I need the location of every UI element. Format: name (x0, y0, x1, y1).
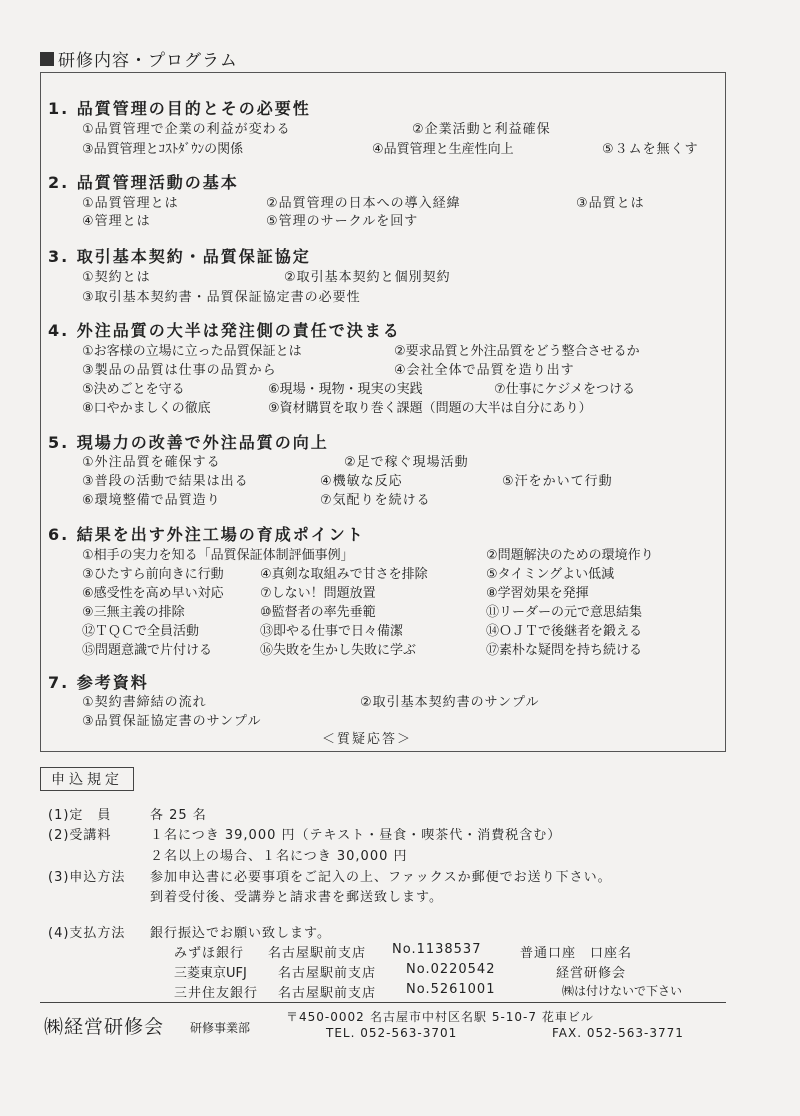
section-5-item-4: ④機敏な反応 (320, 474, 403, 489)
square-bullet-icon (40, 52, 54, 66)
section-5-item-6: ⑥環境整備で品質造り (82, 493, 221, 508)
department-name: 研修事業部 (190, 1021, 251, 1035)
fee-label: (2)受講料 (48, 828, 112, 843)
section-2-item-5: ⑤管理のサークルを回す (266, 214, 419, 229)
fee-line-1: １名につき 39,000 円（テキスト・昼食・喫茶代・消費税含む） (150, 828, 562, 843)
fax: FAX. 052-563-3771 (552, 1026, 684, 1040)
section-2-item-2: ②品質管理の日本への導入経緯 (266, 196, 461, 211)
section-6-item-3: ③ひたすら前向きに行動 (82, 567, 224, 582)
bank-2-name: 三菱東京UFJ (174, 966, 247, 981)
account-name: 経営研修会 (556, 966, 627, 981)
section-7-item-2: ②取引基本契約書のサンプル (360, 695, 540, 710)
section-5-item-1: ①外注品質を確保する (82, 455, 221, 470)
program-header (40, 46, 238, 71)
bank-1-name: みずほ銀行 (174, 946, 245, 961)
section-2-item-4: ④管理とは (82, 214, 151, 229)
section-4-item-6: ⑥現場・現物・現実の実践 (268, 382, 423, 397)
section-5-item-5: ⑤汗をかいて行動 (502, 474, 613, 489)
section-6-item-4: ④真剣な取組みで甘さを排除 (260, 567, 428, 582)
address: 名古屋市中村区名駅 5-10-7 花車ビル (370, 1010, 594, 1024)
section-4-item-9: ⑨資材購買を取り巻く課題（問題の大半は自分にあり） (268, 401, 592, 416)
section-1-item-5: ⑤３ムを無くす (602, 142, 699, 157)
section-6-item-11: ⑪リーダーの元で意思結集 (486, 605, 643, 620)
apply-line-2: 到着受付後、受講券と請求書を郵送致します。 (150, 890, 443, 905)
bank-3-number: No.5261001 (406, 982, 496, 997)
section-7-item-1: ①契約書締結の流れ (82, 695, 207, 710)
section-6-item-8: ⑧学習効果を発揮 (486, 586, 589, 601)
bank-1-number: No.1138537 (392, 942, 482, 957)
section-6-item-15: ⑮問題意識で片付ける (82, 643, 213, 658)
section-4-item-2: ②要求品質と外注品質をどう整合させるか (394, 344, 640, 359)
bank-2-number: No.0220542 (406, 962, 496, 977)
section-5-item-2: ②足で稼ぐ現場活動 (344, 455, 469, 470)
section-5-item-3: ③普段の活動で結果は出る (82, 474, 249, 489)
bank-1-branch: 名古屋駅前支店 (268, 946, 367, 961)
company-name: ㈱経営研修会 (44, 1016, 165, 1038)
section-1-title: 1. 品質管理の目的とその必要性 (48, 99, 311, 118)
footer-divider (40, 1002, 726, 1003)
section-6-item-6: ⑥感受性を高め早い対応 (82, 586, 224, 601)
qa-note: ＜質疑応答＞ (322, 732, 413, 747)
rules-title: 申込規定 (40, 767, 134, 791)
section-6-item-13: ⑬即やる仕事で日々備潔 (260, 624, 404, 639)
section-5-item-7: ⑦気配りを続ける (320, 493, 431, 508)
section-6-item-7: ⑦しない！問題放置 (260, 586, 376, 601)
section-1-item-2: ②企業活動と利益確保 (412, 122, 551, 137)
section-3-item-2: ②取引基本契約と個別契約 (284, 270, 451, 285)
section-2-item-1: ①品質管理とは (82, 196, 179, 211)
section-7-title: 7. 参考資料 (48, 673, 149, 692)
apply-label: (3)申込方法 (48, 870, 126, 885)
section-6-item-9: ⑨三無主義の排除 (82, 605, 185, 620)
section-4-item-3: ③製品の品質は仕事の品質から (82, 363, 277, 378)
section-4-item-5: ⑤決めごとを守る (82, 382, 185, 397)
section-6-item-2: ②問題解決のための環境作り (486, 548, 654, 563)
section-2-item-3: ③品質とは (576, 196, 645, 211)
bank-2-branch: 名古屋駅前支店 (278, 966, 377, 981)
section-3-title: 3. 取引基本契約・品質保証協定 (48, 247, 311, 266)
account-note: ㈱は付けないで下さい (562, 984, 683, 998)
section-6-item-14: ⑭ＯＪＴで後継者を鍛える (486, 624, 643, 639)
section-1-item-1: ①品質管理で企業の利益が変わる (82, 122, 291, 137)
section-3-item-3: ③取引基本契約書・品質保証協定書の必要性 (82, 290, 361, 305)
section-6-item-16: ⑯失敗を生かし失敗に学ぶ (260, 643, 417, 658)
section-4-item-8: ⑧口やかましくの徹底 (82, 401, 211, 416)
bank-3-branch: 名古屋駅前支店 (278, 986, 377, 1001)
payment-line: 銀行振込でお願い致します。 (150, 926, 331, 941)
capacity-label: (1)定 員 (48, 808, 112, 823)
section-4-item-1: ①お客様の立場に立った品質保証とは (82, 344, 302, 359)
section-6-title: 6. 結果を出す外注工場の育成ポイント (48, 525, 365, 544)
section-4-title: 4. 外注品質の大半は発注側の責任で決まる (48, 321, 401, 340)
section-6-item-12: ⑫ＴＱＣで全員活動 (82, 624, 200, 639)
apply-line-1: 参加申込書に必要事項をご記入の上、ファックスか郵便でお送り下さい。 (150, 870, 612, 885)
section-4-item-7: ⑦仕事にケジメをつける (494, 382, 636, 397)
account-type: 普通口座 口座名 (520, 946, 633, 961)
section-2-title: 2. 品質管理活動の基本 (48, 173, 239, 192)
payment-label: (4)支払方法 (48, 926, 126, 941)
section-3-item-1: ①契約とは (82, 270, 151, 285)
program-header-text: 研修内容・プログラム (58, 51, 238, 71)
section-5-title: 5. 現場力の改善で外注品質の向上 (48, 433, 329, 452)
section-6-item-5: ⑤タイミングよい低減 (486, 567, 615, 582)
section-6-item-17: ⑰素朴な疑問を持ち続ける (486, 643, 643, 658)
section-1-item-3: ③品質管理とｺｽﾄﾀﾞｳﾝの関係 (82, 142, 244, 157)
section-6-item-1: ①相手の実力を知る「品質保証体制評価事例」 (82, 548, 354, 563)
section-1-item-4: ④品質管理と生産性向上 (372, 142, 514, 157)
telephone: TEL. 052-563-3701 (326, 1026, 458, 1040)
postal-code: 〒450-0002 (286, 1010, 365, 1024)
section-4-item-4: ④会社全体で品質を造り出す (394, 363, 575, 378)
fee-line-2: ２名以上の場合、１名につき 30,000 円 (150, 849, 408, 864)
section-6-item-10: ⑩監督者の率先垂範 (260, 605, 376, 620)
capacity-value: 各 25 名 (150, 808, 207, 823)
bank-3-name: 三井住友銀行 (174, 986, 259, 1001)
section-7-item-3: ③品質保証協定書のサンプル (82, 714, 262, 729)
